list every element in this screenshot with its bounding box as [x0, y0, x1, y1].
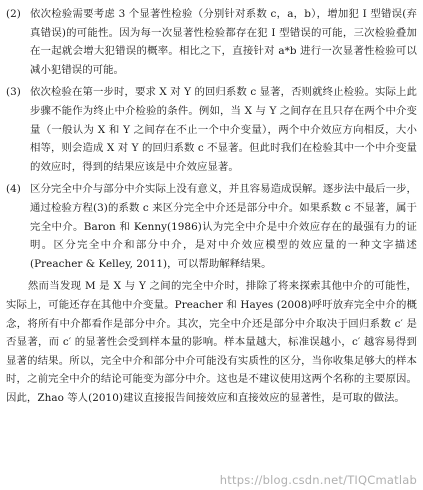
list-item-number: (4) — [6, 183, 21, 196]
list-item-text: 区分完全中介与部分中介实际上没有意义，并且容易造成误解。逐步法中最后一步，通过检验方程(3)的系数 c 来区分完全中介还是部分中介。如果系数 c 不显著，属于完全中介。Baron 和 Kenny(1986)认为完全中介是中介效应存在的最强有力的证明。区分完全中介和部分中介，是对中介效应模型的效应量的一种文字描述(Preacher & Kelley, 2011)，可以帮助解释结果。 — [30, 183, 417, 270]
list-item-4 — [6, 180, 417, 273]
list-item-3 — [6, 83, 417, 176]
list-item-number: (2) — [6, 8, 21, 20]
list-item-text: 依次检验需要考虑 3 个显著性检验（分别针对系数 c，a，b），增加犯 I 型错误(弃真错误)的可能性。因为每一次显著性检验都存在犯 I 型错误的可能，三次检验叠加在一起就会增大犯错误的概率。相比之下，直接针对 a*b 进行一次显著性检验可以减小犯错误的可能。 — [30, 8, 417, 76]
body-paragraph: 然而当发现 M 是 X 与 Y 之间的完全中介时，排除了将来探索其他中介的可能性，实际上，可能还存在其他中介变量。Preacher 和 Hayes (2008)呼吁放弃完全中介的概念，将所有中介都看作是部分中介。其次，完全中介还是部分中介取决于回归系数 c′ 是否显著，而 c′ 的显著性会受到样本量的影响。样本量越大，标准误越小，c′ 越容易得到显著的结果。所以，完全中介和部分中介可能没有实质性的区分，当你收集足够大的样本时，之前完全中介的结论可能变为部分中介。这也是不建议使用这两个名称的主要原因。因此，Zhao 等人(2010)建议直接报告间接效应和直接效应的显著性，是可取的做法。 — [6, 280, 417, 404]
list-item-number: (3) — [6, 86, 21, 99]
list-item-text: 依次检验在第一步时，要求 X 对 Y 的回归系数 c 显著，否则就终止检验。实际上此步骤不能作为终止中介检验的条件。例如，当 X 与 Y 之间存在且只存在两个中介变量（一般认为 X 和 Y 之间存在不止一个中介变量），两个中介效应方向相反，大小相等，则会造成 X 对 Y 的回归系数 c 不显著。但此时我们在检验其中一个中介变量的效应时，得到的结果应该是中介效应显著。 — [30, 86, 417, 173]
list-item-2 — [6, 5, 417, 79]
watermark-url: https://blog.csdn.net/TIQCmatlab — [219, 473, 417, 487]
